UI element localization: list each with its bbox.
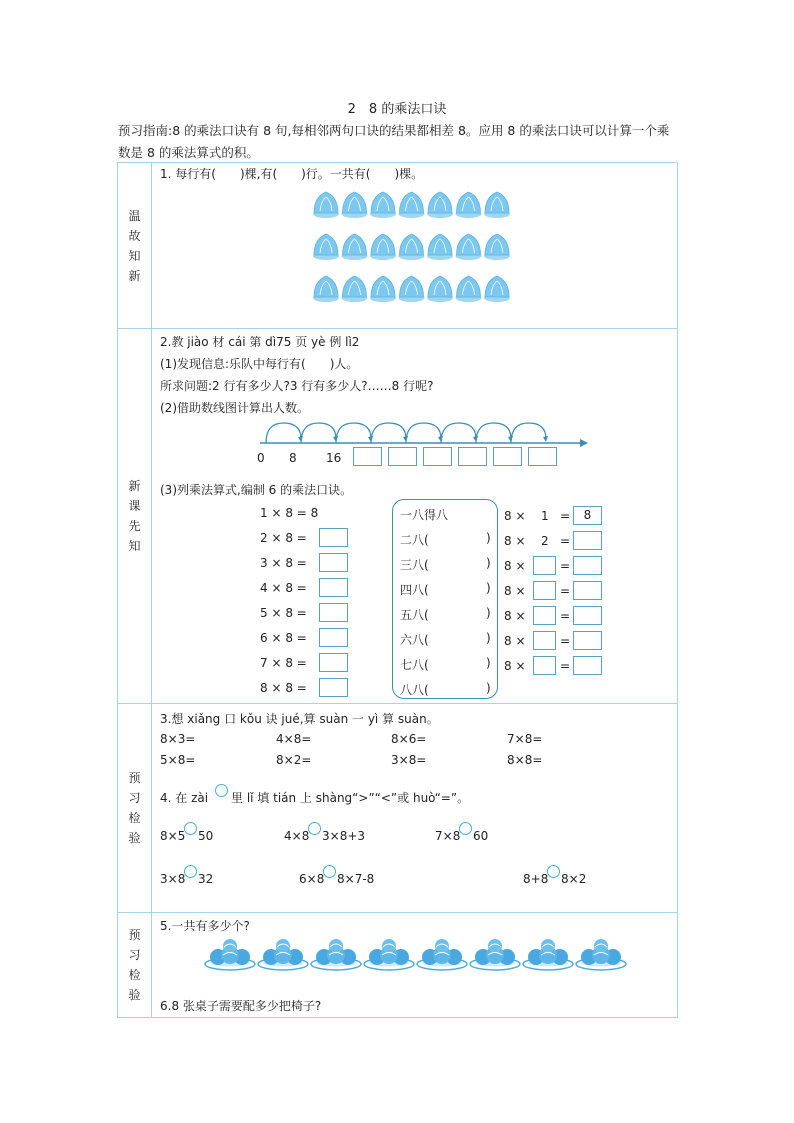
section-label-char: 验 <box>128 988 141 1002</box>
multiplication-equation: 4 × 8 = <box>260 581 307 595</box>
tree-icon <box>427 192 453 218</box>
right-equation-equals: = <box>560 534 571 548</box>
number-line-answer-box[interactable] <box>458 447 487 466</box>
right-equation-equals: = <box>560 609 571 623</box>
rhyme-line: 二八( <box>400 533 429 547</box>
right-equation-factor: 8 × <box>504 509 526 523</box>
number-line-arrow <box>580 439 588 447</box>
right-equation-factor: 8 × <box>504 609 526 623</box>
tree-icon <box>399 234 425 260</box>
right-product-box[interactable] <box>573 531 602 550</box>
tree-icon <box>399 276 425 302</box>
multiplication-equation: 5 × 8 = <box>260 606 307 620</box>
tree-icon <box>456 192 482 218</box>
section-label-review <box>118 163 152 329</box>
rhyme-close-paren: ) <box>486 656 491 670</box>
multiplier-answer-box[interactable] <box>533 631 556 650</box>
rhyme-line: 七八( <box>400 658 429 672</box>
q2-question: 所求问题:2 行有多少人?3 行有多少人?……8 行呢? <box>160 379 434 393</box>
section-label-check-2 <box>118 913 152 1018</box>
hop-arc <box>266 423 301 443</box>
right-equation-equals: = <box>560 634 571 648</box>
q2-title: 2.教 jiào 材 cái 第 dì75 页 yè 例 lì2 <box>160 335 360 349</box>
q2-cell <box>152 329 678 704</box>
q3-q4-cell <box>152 704 678 913</box>
intro-text: 预习指南:8 的乘法口诀有 8 句,每相邻两句口诀的结果都相差 8。应用 8 的乘法口诀可以计算一个乘数是 8 的乘法算式的积。 <box>118 123 670 160</box>
compare-right: 50 <box>198 829 214 843</box>
compare-left: 6×8 <box>299 872 325 886</box>
mental-math-item: 8×2= <box>276 753 312 767</box>
section-label-char: 课 <box>128 499 141 513</box>
section-label-char: 新 <box>128 268 141 283</box>
page-title: 2 8 的乘法口诀 <box>347 102 447 117</box>
product-value: 8 <box>583 508 592 522</box>
right-equation-multiplier: 2 <box>541 534 549 548</box>
number-line-answer-box[interactable] <box>423 447 452 466</box>
mental-math-item: 7×8= <box>507 732 543 746</box>
section-label-char: 故 <box>128 228 141 243</box>
q1-cell <box>152 163 678 329</box>
q5-text: 5.一共有多少个? <box>160 919 250 933</box>
q3-title: 3.想 xiǎng 口 kǒu 诀 jué,算 suàn 一 yì 算 suàn。 <box>160 712 439 726</box>
multiplier-answer-box[interactable] <box>533 556 556 575</box>
hop-arc <box>441 423 476 443</box>
rhyme-close-paren: ) <box>486 531 491 545</box>
mental-math-item: 5×8= <box>160 753 196 767</box>
tree-icon <box>342 192 368 218</box>
rhyme-line: 四八( <box>400 583 429 597</box>
right-product-box[interactable] <box>573 656 602 675</box>
right-product-box[interactable] <box>573 631 602 650</box>
q2-part3: (3)列乘法算式,编制 6 的乘法口诀。 <box>160 483 353 497</box>
tree-icon <box>313 276 339 302</box>
rhyme-line: 八八( <box>400 683 429 697</box>
compare-circle[interactable] <box>184 822 197 835</box>
compare-left: 8+8 <box>523 872 549 886</box>
right-product-box[interactable] <box>573 556 602 575</box>
section-label-char: 检 <box>128 811 141 825</box>
bun-plate-icon <box>417 939 467 970</box>
compare-circle-example <box>215 784 228 797</box>
tree-icon <box>484 276 510 302</box>
right-equation-equals: = <box>560 659 571 673</box>
q6-text: 6.8 张桌子需要配多少把椅子? <box>160 999 322 1013</box>
compare-left: 7×8 <box>435 829 461 843</box>
section-label-char: 知 <box>128 248 141 263</box>
multiplier-answer-box[interactable] <box>533 656 556 675</box>
section-label-char: 先 <box>128 519 141 533</box>
multiplier-answer-box[interactable] <box>533 606 556 625</box>
mental-math-item: 8×6= <box>391 732 427 746</box>
q1-text: 1. 每行有( )棵,有( )行。一共有( )棵。 <box>160 167 424 181</box>
right-product-box[interactable] <box>573 606 602 625</box>
number-line-answer-box[interactable] <box>528 447 557 466</box>
q4-title-end: 里 lǐ 填 tián 上 shàng“>”“<”或 huò“=”。 <box>231 791 470 805</box>
tree-icon <box>370 234 396 260</box>
right-equation-equals: = <box>560 509 571 523</box>
number-line-label-8: 8 <box>289 451 297 465</box>
product-answer-box[interactable] <box>319 603 348 622</box>
hop-arc <box>301 423 336 443</box>
compare-right: 32 <box>198 872 214 886</box>
compare-circle[interactable] <box>308 822 321 835</box>
section-label-char: 温 <box>128 208 141 223</box>
rhyme-line: 三八( <box>400 558 429 572</box>
bun-plate-icon <box>311 939 361 970</box>
tree-icon <box>456 276 482 302</box>
section-label-char: 知 <box>128 539 141 553</box>
mental-math-item: 8×8= <box>507 753 543 767</box>
section-label-char: 检 <box>128 968 141 982</box>
rhyme-line: 六八( <box>400 633 429 647</box>
right-equation-factor: 8 × <box>504 584 526 598</box>
product-answer-box[interactable] <box>319 678 348 697</box>
rhyme-close-paren: ) <box>486 581 491 595</box>
compare-circle[interactable] <box>184 865 197 878</box>
product-answer-box[interactable] <box>319 578 348 597</box>
compare-right: 3×8+3 <box>322 829 366 843</box>
multiplication-equation: 7 × 8 = <box>260 656 307 670</box>
number-line-answer-box[interactable] <box>388 447 417 466</box>
q4-title-start: 4. 在 zài <box>160 791 209 805</box>
hop-arc <box>336 423 371 443</box>
section-label-new-lesson <box>118 329 152 704</box>
section-label-char: 习 <box>128 791 141 805</box>
compare-right: 60 <box>473 829 489 843</box>
hop-arrowhead <box>543 436 548 442</box>
rhyme-line: 一八得八 <box>400 508 449 522</box>
bun-plate-icon <box>205 939 255 970</box>
product-answer-box[interactable] <box>319 628 348 647</box>
compare-circle[interactable] <box>547 865 560 878</box>
section-label-char: 预 <box>128 771 141 785</box>
multiplication-equation: 8 × 8 = <box>260 681 307 695</box>
right-equation-factor: 8 × <box>504 634 526 648</box>
tree-icon <box>456 234 482 260</box>
tree-icon <box>399 192 425 218</box>
right-product-box[interactable] <box>573 581 602 600</box>
tree-icon <box>342 276 368 302</box>
hop-arc <box>406 423 441 443</box>
tree-grid <box>312 189 512 303</box>
compare-left: 4×8 <box>284 829 310 843</box>
section-label-check <box>118 704 152 913</box>
worksheet-table <box>117 162 678 1018</box>
compare-circle[interactable] <box>323 865 336 878</box>
multiplication-equation: 1 × 8 = 8 <box>260 506 319 520</box>
bun-plates <box>204 937 629 973</box>
rhyme-close-paren: ) <box>486 606 491 620</box>
number-line-label-0: 0 <box>257 451 265 465</box>
section-label-char: 新 <box>128 479 141 493</box>
tree-icon <box>342 234 368 260</box>
multiplication-equation: 3 × 8 = <box>260 556 307 570</box>
tree-icon <box>370 276 396 302</box>
right-equation-equals: = <box>560 559 571 573</box>
number-line-answer-box[interactable] <box>353 447 382 466</box>
right-equation-factor: 8 × <box>504 659 526 673</box>
tree-icon <box>484 192 510 218</box>
q5-q6-cell <box>152 913 678 1018</box>
number-line-label-16: 16 <box>326 451 342 465</box>
tree-icon <box>313 192 339 218</box>
hop-arc <box>476 423 511 443</box>
compare-left: 3×8 <box>160 872 186 886</box>
compare-circle[interactable] <box>459 822 472 835</box>
number-line-answer-box[interactable] <box>493 447 522 466</box>
product-answer-box[interactable] <box>319 553 348 572</box>
right-product-box[interactable] <box>573 506 602 525</box>
compare-right: 8×7-8 <box>337 872 375 886</box>
mental-math-item: 8×3= <box>160 732 196 746</box>
right-equation-factor: 8 × <box>504 534 526 548</box>
tree-icon <box>370 192 396 218</box>
compare-right: 8×2 <box>561 872 587 886</box>
rhyme-close-paren: ) <box>486 556 491 570</box>
bun-plate-icon <box>576 939 626 970</box>
hop-arc <box>371 423 406 443</box>
section-label-char: 习 <box>128 948 141 962</box>
bun-plate-icon <box>523 939 573 970</box>
q2-part1: (1)发现信息:乐队中每行有( )人。 <box>160 357 359 371</box>
tree-icon <box>313 234 339 260</box>
product-answer-box[interactable] <box>319 653 348 672</box>
bun-plate-icon <box>364 939 414 970</box>
multiplier-answer-box[interactable] <box>533 581 556 600</box>
q2-part2: (2)借助数线图计算出人数。 <box>160 401 309 415</box>
rhyme-line: 五八( <box>400 608 429 622</box>
bun-plate-icon <box>258 939 308 970</box>
mental-math-item: 3×8= <box>391 753 427 767</box>
right-equation-factor: 8 × <box>504 559 526 573</box>
section-label-char: 预 <box>128 928 141 942</box>
right-equation-multiplier: 1 <box>541 509 549 523</box>
product-answer-box[interactable] <box>319 528 348 547</box>
multiplication-equation: 6 × 8 = <box>260 631 307 645</box>
compare-left: 8×5 <box>160 829 186 843</box>
hop-arc <box>511 423 546 443</box>
tree-icon <box>427 234 453 260</box>
section-label-char: 验 <box>128 831 141 845</box>
tree-icon <box>484 234 510 260</box>
rhyme-close-paren: ) <box>486 681 491 695</box>
bun-plate-icon <box>470 939 520 970</box>
mental-math-item: 4×8= <box>276 732 312 746</box>
right-equation-equals: = <box>560 584 571 598</box>
multiplication-equation: 2 × 8 = <box>260 531 307 545</box>
number-line-hops <box>266 423 548 443</box>
tree-icon <box>427 276 453 302</box>
rhyme-close-paren: ) <box>486 631 491 645</box>
